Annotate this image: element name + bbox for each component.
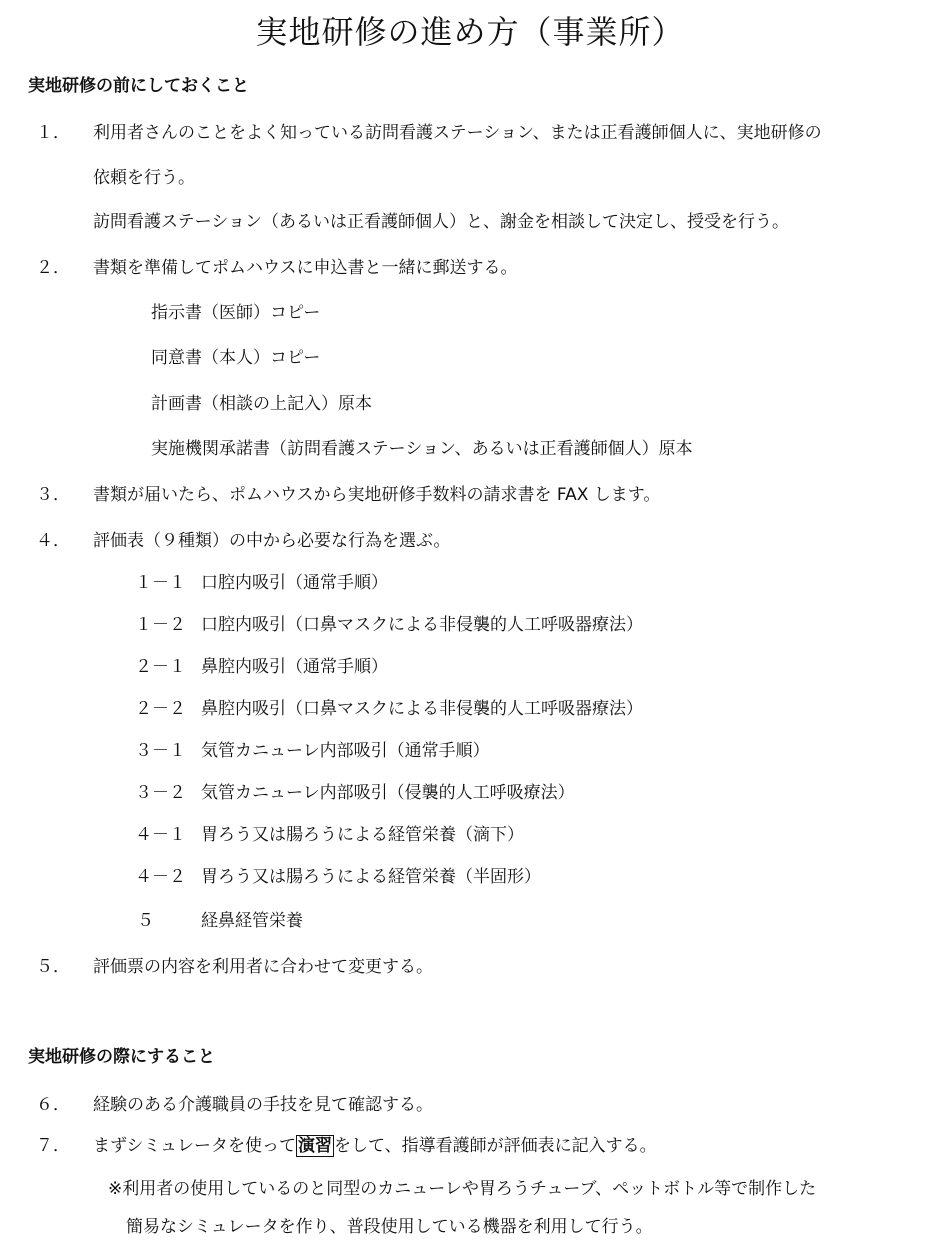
act-label: 鼻腔内吸引（通常手順） (201, 657, 388, 677)
item-1-line-1: 利用者さんのことをよく知っている訪問看護ステーション、または正看護師個人に、実地研修の (93, 123, 822, 143)
document-item: 指示書（医師）コピー (151, 303, 321, 323)
item-7-text-after: をして、指導看護師が評価表に記入する。 (333, 1136, 657, 1156)
item-number-4: ４． (36, 531, 70, 551)
item-number-7: ７． (36, 1136, 70, 1156)
act-label: 胃ろう又は腸ろうによる経管栄養（半固形） (201, 867, 541, 887)
page-title: 実地研修の進め方（事業所） (255, 13, 685, 51)
act-label: 気管カニューレ内部吸引（侵襲的人工呼吸療法） (201, 783, 575, 803)
act-label: 胃ろう又は腸ろうによる経管栄養（滴下） (201, 825, 524, 845)
act-code: ２－２ (135, 699, 186, 719)
item-number-6: ６． (36, 1095, 70, 1115)
item-2-text: 書類を準備してポムハウスに申込書と一緒に郵送する。 (93, 258, 518, 278)
item-7-note-line-1: ※利用者の使用しているのと同型のカニューレや胃ろうチューブ、ペットボトル等で制作した (108, 1179, 817, 1199)
act-code: ３－２ (135, 783, 186, 803)
act-code: １－１ (135, 573, 186, 593)
act-code: ４－２ (135, 867, 186, 887)
act-code: ３－１ (135, 741, 186, 761)
act-label: 鼻腔内吸引（口鼻マスクによる非侵襲的人工呼吸器療法） (201, 699, 643, 719)
document-item: 計画書（相談の上記入）原本 (151, 394, 372, 414)
item-7-note-line-2: 簡易なシミュレータを作り、普段使用している機器を利用して行う。 (126, 1217, 653, 1237)
act-code: ４－１ (135, 825, 186, 845)
item-7-text-before: まずシミュレータを使って (93, 1136, 296, 1156)
item-5-text: 評価票の内容を利用者に合わせて変更する。 (93, 957, 433, 977)
act-code: ２－１ (135, 657, 186, 677)
item-1-line-2: 依頼を行う。 (93, 168, 195, 188)
item-6-text: 経験のある介護職員の手技を見て確認する。 (93, 1095, 433, 1115)
act-label: 口腔内吸引（通常手順） (201, 573, 388, 593)
item-4-text: 評価表（９種類）の中から必要な行為を選ぶ。 (93, 531, 451, 551)
document-item: 実施機関承諾書（訪問看護ステーション、あるいは正看護師個人）原本 (151, 439, 693, 459)
act-label: 経鼻経管栄養 (201, 911, 303, 931)
boxed-keyword-exercise: 演習 (297, 1136, 332, 1156)
item-7-text (93, 1134, 657, 1158)
section-heading-before: 実地研修の前にしておくこと (28, 76, 249, 96)
section-heading-during: 実地研修の際にすること (28, 1047, 215, 1067)
act-label: 気管カニューレ内部吸引（通常手順） (201, 741, 490, 761)
item-number-5: ５． (36, 957, 70, 977)
act-code: ５ (137, 911, 154, 931)
item-3-text: 書類が届いたら、ポムハウスから実地研修手数料の請求書を FAX します。 (93, 485, 661, 505)
item-1-line-3: 訪問看護ステーション（あるいは正看護師個人）と、謝金を相談して決定し、授受を行う。 (93, 212, 789, 232)
item-number-1: １． (36, 123, 70, 143)
document-item: 同意書（本人）コピー (151, 348, 321, 368)
act-code: １－２ (135, 615, 186, 635)
item-number-3: ３． (36, 485, 70, 505)
item-number-2: ２． (36, 258, 70, 278)
act-label: 口腔内吸引（口鼻マスクによる非侵襲的人工呼吸器療法） (201, 615, 643, 635)
